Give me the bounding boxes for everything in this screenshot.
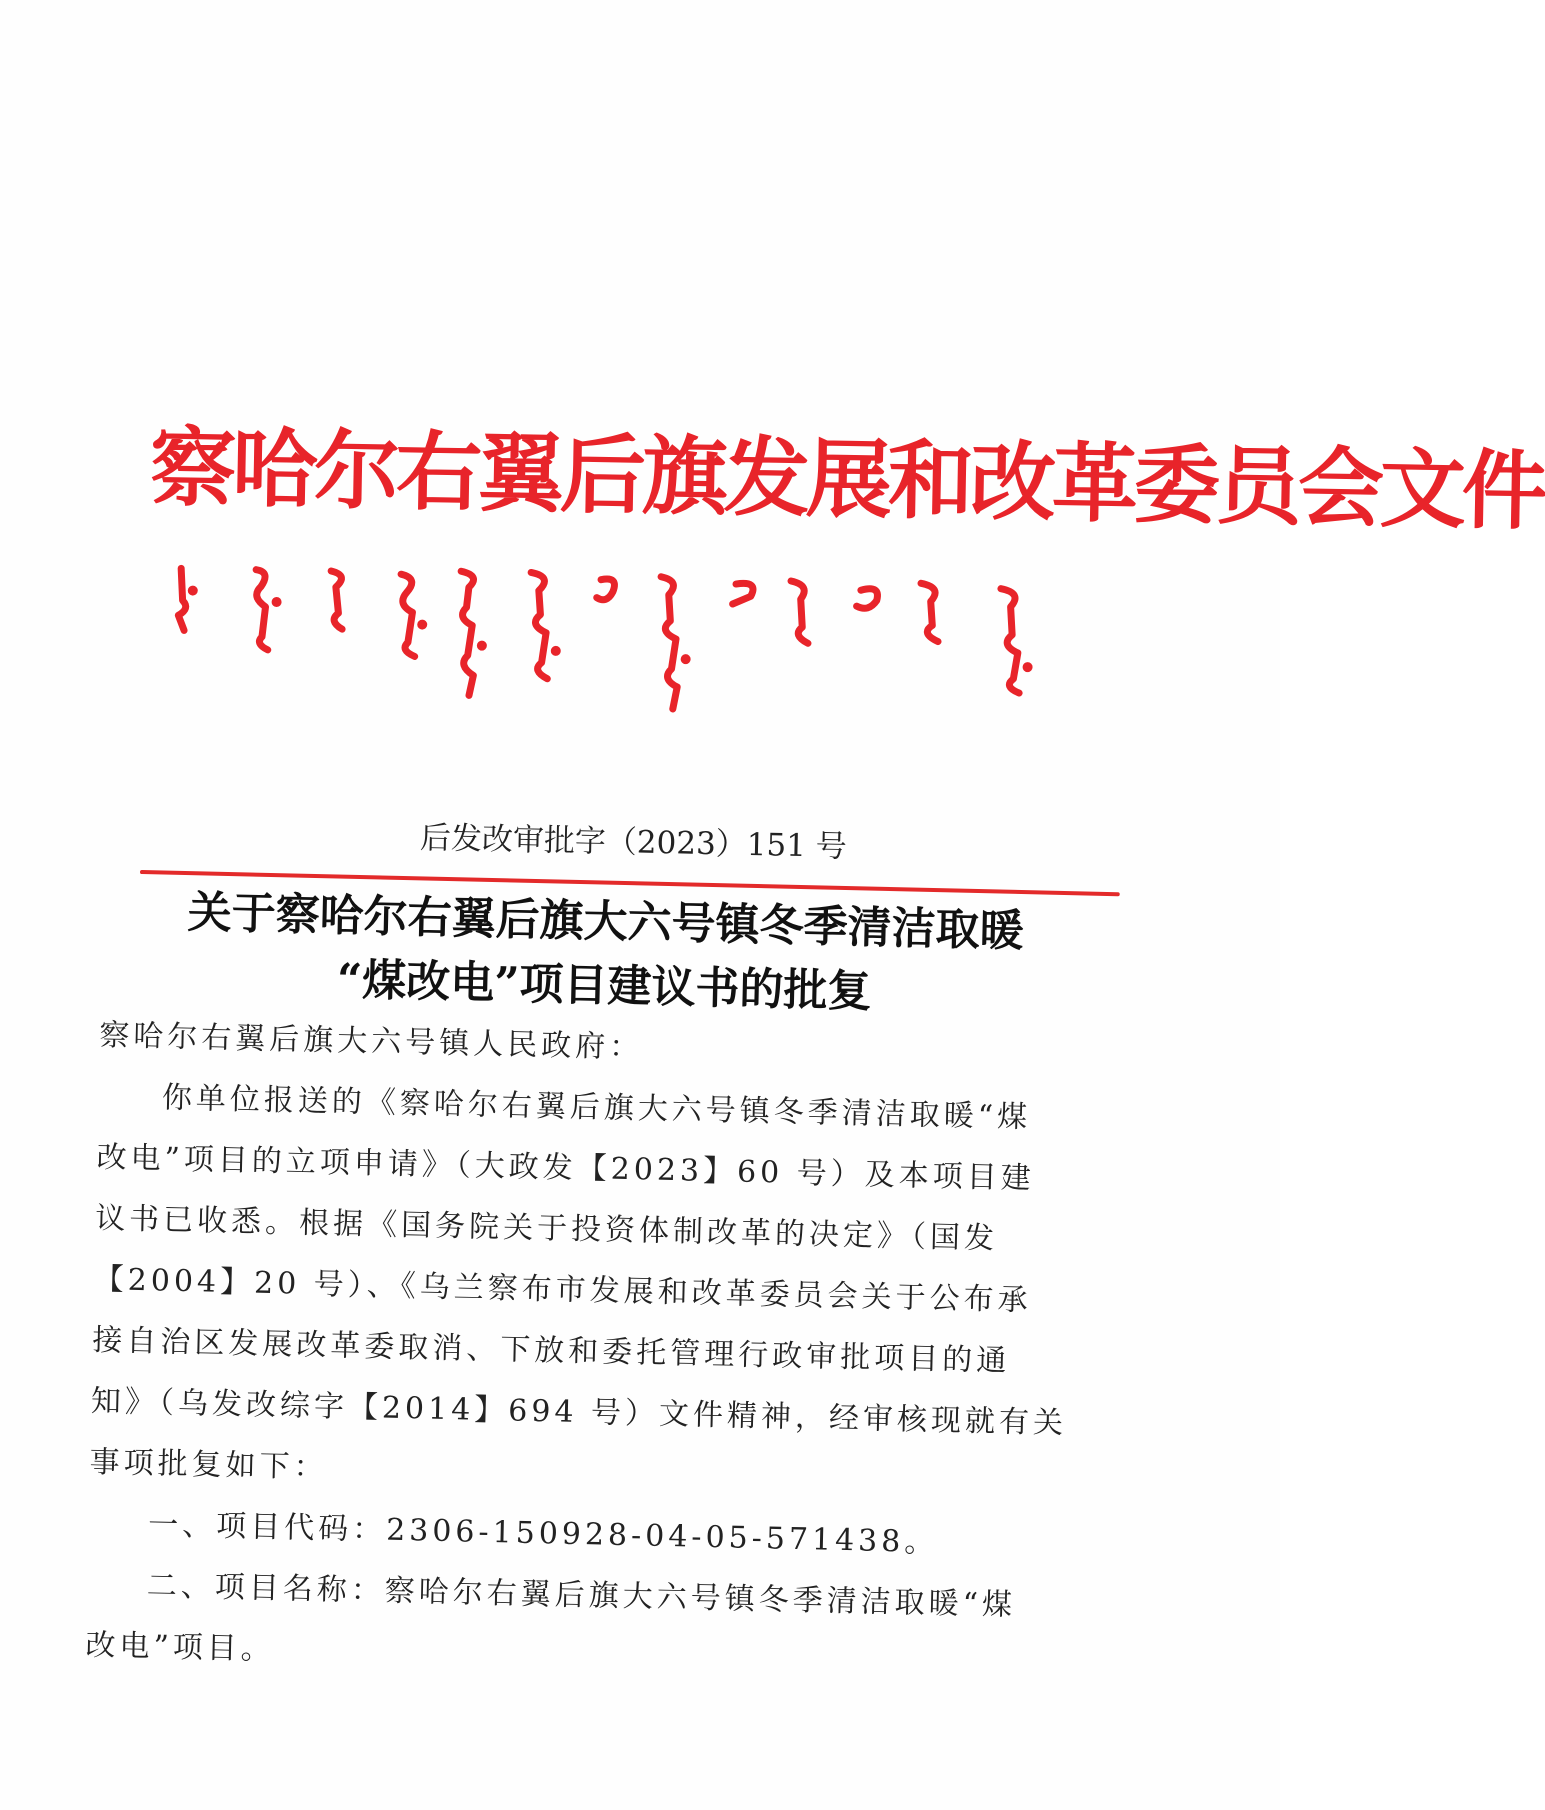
mongolian-script-letterhead bbox=[159, 560, 1111, 727]
document-body bbox=[85, 1005, 1070, 1698]
document-title bbox=[139, 880, 1072, 1029]
addressee: 察哈尔右翼后旗大六号镇人民政府： bbox=[98, 1017, 644, 1066]
document-number: 后发改审批字（2023）151 号 bbox=[419, 820, 848, 865]
paragraph-line: 知》（乌发改综字【2014】694 号）文件精神，经审核现就有关 bbox=[90, 1383, 1068, 1442]
paragraph-line: 事项批复如下： bbox=[89, 1444, 328, 1486]
paragraph-line: 你单位报送的《察哈尔右翼后旗大六号镇冬季清洁取暖“煤 bbox=[161, 1080, 1032, 1136]
letterhead-title: 察哈尔右翼后旗发展和改革委员会文件 bbox=[149, 418, 1545, 543]
paragraph-line: 接自治区发展改革委取消、下放和委托管理行政审批项目的通 bbox=[91, 1322, 1011, 1379]
title-line-1: 关于察哈尔右翼后旗大六号镇冬季清洁取暖 bbox=[187, 887, 1025, 958]
title-line-2: “煤改电”项目建议书的批复 bbox=[336, 954, 872, 1018]
paragraph-line: 【2004】20 号）、《乌兰察布市发展和改革委员会关于公布承 bbox=[93, 1261, 1032, 1319]
item-project-code: 一、项目代码：2306-150928-04-05-571438。 bbox=[147, 1507, 939, 1561]
item-project-name-cont: 改电”项目。 bbox=[85, 1627, 276, 1668]
paragraph-line: 改电”项目的立项申请》（大政发【2023】60 号）及本项目建 bbox=[96, 1139, 1036, 1197]
item-project-name: 二、项目名称：察哈尔右翼后旗大六号镇冬季清洁取暖“煤 bbox=[146, 1568, 1017, 1623]
paragraph-line: 议书已收悉。根据《国务院关于投资体制改革的决定》（国发 bbox=[94, 1200, 999, 1257]
